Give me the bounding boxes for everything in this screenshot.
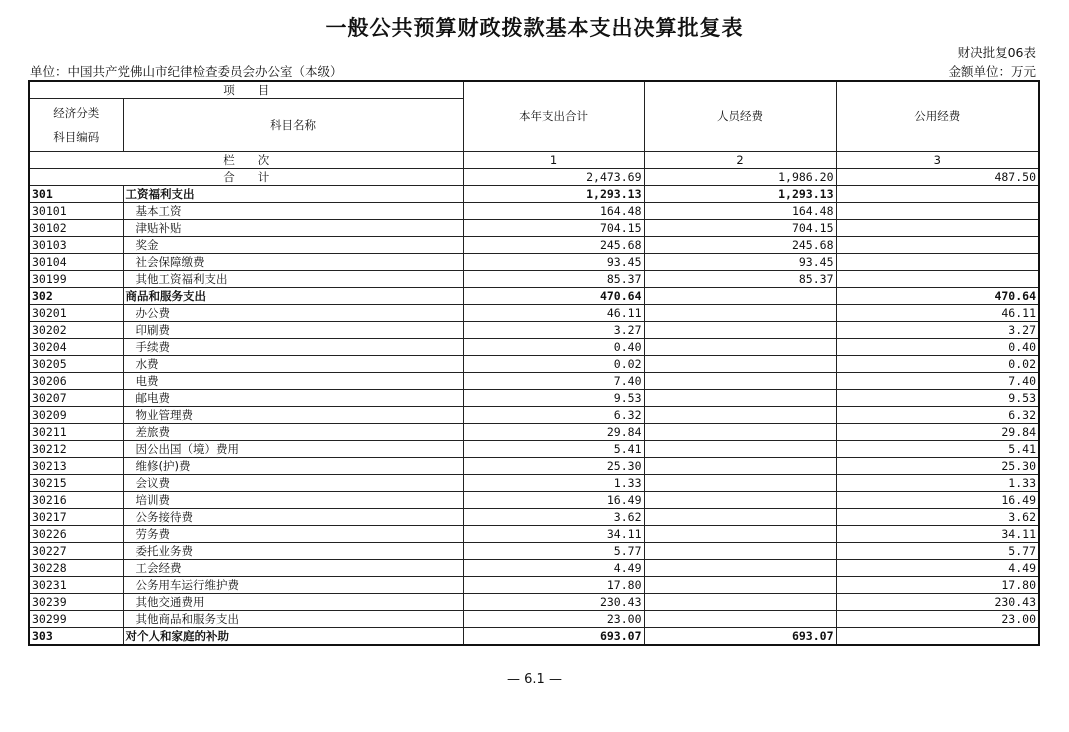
row-name: 奖金 [123, 237, 463, 254]
table-row [29, 611, 1039, 628]
row-public: 25.30 [836, 458, 1039, 475]
row-name: 办公费 [123, 305, 463, 322]
row-code: 30215 [29, 475, 123, 492]
row-personnel: 1,293.13 [644, 186, 836, 203]
row-total: 704.15 [463, 220, 644, 237]
row-code: 301 [29, 186, 123, 203]
row-personnel [644, 424, 836, 441]
row-code: 30299 [29, 611, 123, 628]
row-name: 电费 [123, 373, 463, 390]
row-code: 30226 [29, 526, 123, 543]
row-name: 基本工资 [123, 203, 463, 220]
row-personnel [644, 305, 836, 322]
row-personnel [644, 458, 836, 475]
row-code: 30207 [29, 390, 123, 407]
row-personnel [644, 373, 836, 390]
row-public: 3.27 [836, 322, 1039, 339]
row-public: 17.80 [836, 577, 1039, 594]
table-row [29, 594, 1039, 611]
sum-personnel: 1,986.20 [644, 169, 836, 186]
index-label: 栏 次 [29, 152, 463, 169]
row-public [836, 220, 1039, 237]
row-personnel [644, 322, 836, 339]
table-row [29, 220, 1039, 237]
form-number: 财决批复06表 [957, 45, 1036, 60]
row-total: 4.49 [463, 560, 644, 577]
unit-label: 单位：中国共产党佛山市纪律检查委员会办公室（本级） [30, 64, 343, 79]
row-name: 公务用车运行维护费 [123, 577, 463, 594]
row-public: 7.40 [836, 373, 1039, 390]
index-2: 2 [644, 152, 836, 169]
row-code: 30227 [29, 543, 123, 560]
money-unit-label: 金额单位：万元 [948, 64, 1036, 79]
row-name: 差旅费 [123, 424, 463, 441]
row-name: 手续费 [123, 339, 463, 356]
row-total: 470.64 [463, 288, 644, 305]
index-1: 1 [463, 152, 644, 169]
row-total: 3.62 [463, 509, 644, 526]
table-row [29, 628, 1039, 646]
header-row-index [29, 152, 1039, 169]
table-row [29, 543, 1039, 560]
table-row [29, 475, 1039, 492]
row-code: 30239 [29, 594, 123, 611]
row-personnel [644, 509, 836, 526]
row-total: 7.40 [463, 373, 644, 390]
row-name: 其他交通费用 [123, 594, 463, 611]
table-row [29, 424, 1039, 441]
table-row [29, 356, 1039, 373]
sum-row [29, 169, 1039, 186]
row-public [836, 186, 1039, 203]
row-public: 5.77 [836, 543, 1039, 560]
row-code: 302 [29, 288, 123, 305]
row-public [836, 203, 1039, 220]
row-public: 470.64 [836, 288, 1039, 305]
table-row [29, 458, 1039, 475]
row-code: 30205 [29, 356, 123, 373]
sum-label: 合 计 [29, 169, 463, 186]
page-title: 一般公共预算财政拨款基本支出决算批复表 [325, 16, 744, 40]
table-row [29, 441, 1039, 458]
sum-public: 487.50 [836, 169, 1039, 186]
row-personnel [644, 543, 836, 560]
table-row [29, 407, 1039, 424]
table-row [29, 526, 1039, 543]
row-personnel [644, 526, 836, 543]
row-total: 29.84 [463, 424, 644, 441]
table-row [29, 509, 1039, 526]
row-personnel [644, 594, 836, 611]
header-code-cell [29, 99, 123, 152]
row-public: 9.53 [836, 390, 1039, 407]
row-total: 230.43 [463, 594, 644, 611]
row-public: 1.33 [836, 475, 1039, 492]
row-name: 公务接待费 [123, 509, 463, 526]
row-name: 会议费 [123, 475, 463, 492]
row-total: 9.53 [463, 390, 644, 407]
row-public [836, 271, 1039, 288]
row-code: 30201 [29, 305, 123, 322]
row-total: 1,293.13 [463, 186, 644, 203]
row-public: 5.41 [836, 441, 1039, 458]
row-name: 印刷费 [123, 322, 463, 339]
row-public: 23.00 [836, 611, 1039, 628]
row-total: 17.80 [463, 577, 644, 594]
header-row-item [29, 81, 1039, 99]
row-code: 30217 [29, 509, 123, 526]
row-total: 25.30 [463, 458, 644, 475]
row-code: 30102 [29, 220, 123, 237]
table-row [29, 186, 1039, 203]
row-public [836, 628, 1039, 646]
row-code: 30212 [29, 441, 123, 458]
row-public: 3.62 [836, 509, 1039, 526]
table-row [29, 288, 1039, 305]
row-name: 邮电费 [123, 390, 463, 407]
row-code: 30202 [29, 322, 123, 339]
row-personnel [644, 288, 836, 305]
table-row [29, 322, 1039, 339]
header-item: 项 目 [29, 81, 463, 99]
table-row [29, 203, 1039, 220]
row-total: 16.49 [463, 492, 644, 509]
row-code: 30103 [29, 237, 123, 254]
table-row [29, 373, 1039, 390]
table-row [29, 305, 1039, 322]
row-name: 商品和服务支出 [123, 288, 463, 305]
row-personnel [644, 611, 836, 628]
row-public: 4.49 [836, 560, 1039, 577]
row-total: 6.32 [463, 407, 644, 424]
row-personnel: 85.37 [644, 271, 836, 288]
row-code: 303 [29, 628, 123, 646]
row-name: 津贴补贴 [123, 220, 463, 237]
header-personnel: 人员经费 [644, 81, 836, 152]
row-public: 29.84 [836, 424, 1039, 441]
row-public: 0.02 [836, 356, 1039, 373]
table-row [29, 271, 1039, 288]
row-public [836, 237, 1039, 254]
row-personnel: 164.48 [644, 203, 836, 220]
row-public: 16.49 [836, 492, 1039, 509]
row-name: 水费 [123, 356, 463, 373]
row-total: 46.11 [463, 305, 644, 322]
row-code: 30216 [29, 492, 123, 509]
row-public: 46.11 [836, 305, 1039, 322]
row-public: 230.43 [836, 594, 1039, 611]
row-code: 30101 [29, 203, 123, 220]
table-row [29, 339, 1039, 356]
row-code: 30231 [29, 577, 123, 594]
row-personnel [644, 407, 836, 424]
header-subject-name: 科目名称 [123, 99, 463, 152]
row-code: 30104 [29, 254, 123, 271]
table-row [29, 237, 1039, 254]
row-total: 0.40 [463, 339, 644, 356]
row-total: 164.48 [463, 203, 644, 220]
row-name: 社会保障缴费 [123, 254, 463, 271]
row-public: 0.40 [836, 339, 1039, 356]
row-code: 30204 [29, 339, 123, 356]
header-subject-code: 科目编码 [53, 130, 100, 144]
row-personnel [644, 441, 836, 458]
row-personnel: 93.45 [644, 254, 836, 271]
row-personnel: 245.68 [644, 237, 836, 254]
row-code: 30213 [29, 458, 123, 475]
row-total: 5.41 [463, 441, 644, 458]
row-personnel [644, 356, 836, 373]
row-name: 委托业务费 [123, 543, 463, 560]
row-total: 245.68 [463, 237, 644, 254]
row-total: 34.11 [463, 526, 644, 543]
row-name: 对个人和家庭的补助 [123, 628, 463, 646]
row-code: 30206 [29, 373, 123, 390]
row-total: 93.45 [463, 254, 644, 271]
row-total: 85.37 [463, 271, 644, 288]
row-name: 劳务费 [123, 526, 463, 543]
row-code: 30209 [29, 407, 123, 424]
row-code: 30199 [29, 271, 123, 288]
row-total: 1.33 [463, 475, 644, 492]
header-econ-class: 经济分类 [53, 106, 100, 120]
row-personnel [644, 390, 836, 407]
table-row [29, 560, 1039, 577]
row-name: 工会经费 [123, 560, 463, 577]
sum-total: 2,473.69 [463, 169, 644, 186]
table-row [29, 577, 1039, 594]
row-personnel [644, 475, 836, 492]
row-total: 23.00 [463, 611, 644, 628]
index-3: 3 [836, 152, 1039, 169]
row-public: 34.11 [836, 526, 1039, 543]
row-total: 693.07 [463, 628, 644, 646]
row-personnel: 693.07 [644, 628, 836, 646]
row-personnel [644, 492, 836, 509]
row-public [836, 254, 1039, 271]
row-personnel [644, 560, 836, 577]
row-code: 30211 [29, 424, 123, 441]
budget-table [28, 80, 1040, 646]
row-personnel [644, 339, 836, 356]
row-name: 物业管理费 [123, 407, 463, 424]
row-name: 其他商品和服务支出 [123, 611, 463, 628]
row-code: 30228 [29, 560, 123, 577]
header-total: 本年支出合计 [463, 81, 644, 152]
row-name: 因公出国（境）费用 [123, 441, 463, 458]
row-personnel: 704.15 [644, 220, 836, 237]
row-total: 0.02 [463, 356, 644, 373]
row-public: 6.32 [836, 407, 1039, 424]
row-name: 其他工资福利支出 [123, 271, 463, 288]
row-name: 维修(护)费 [123, 458, 463, 475]
row-total: 3.27 [463, 322, 644, 339]
row-total: 5.77 [463, 543, 644, 560]
page-number: — 6.1 — [507, 672, 562, 687]
table-row [29, 492, 1039, 509]
row-name: 工资福利支出 [123, 186, 463, 203]
row-name: 培训费 [123, 492, 463, 509]
table-row [29, 254, 1039, 271]
row-personnel [644, 577, 836, 594]
table-row [29, 390, 1039, 407]
header-public: 公用经费 [836, 81, 1039, 152]
